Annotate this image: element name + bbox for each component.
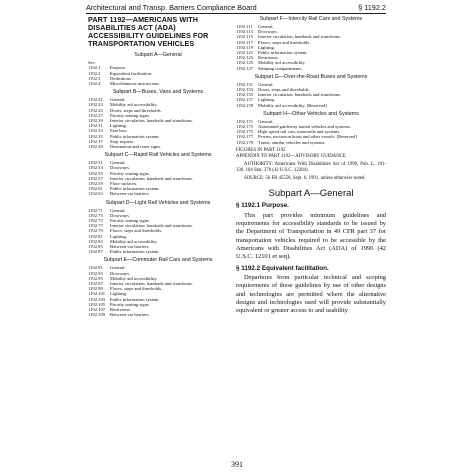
section-number: 1192.31	[88, 123, 103, 129]
subpart-d-heading: Subpart D—Light Rail Vehicles and Systems	[105, 199, 211, 206]
toc-list	[236, 82, 386, 108]
section-title: Definitions.	[110, 75, 132, 81]
subpart-f-heading: Subpart F—Intercity Rail Cars and Systems	[259, 16, 363, 22]
right-column	[236, 16, 386, 316]
section-number: 1192.83	[88, 238, 103, 244]
section-title: Restrooms.	[110, 307, 131, 313]
figures-line: FIGURES IN PART 1192	[236, 147, 286, 153]
subpart-g-heading: Subpart G—Over-the-Road Buses and Systems	[254, 73, 368, 80]
toc-list	[88, 97, 228, 149]
section-title: Trams, similar vehicles and systems.	[258, 139, 326, 145]
section-number: 1192.35	[88, 133, 103, 139]
toc-entry	[88, 312, 228, 317]
section-number: 1192.123	[236, 55, 254, 61]
section-title: Interior circulation, handrails and stanchions.	[110, 281, 194, 286]
section-number: 1192.21	[88, 97, 103, 103]
section-title: High-speed rail cars, monorails and systems.	[258, 129, 341, 135]
section-title: Destination and route signs.	[110, 143, 162, 149]
subpart-a-heading: Subpart A—General	[134, 52, 182, 58]
page-number: 391	[231, 460, 243, 469]
section-title: Lighting.	[110, 233, 127, 239]
section-number: 1192.109	[88, 312, 106, 318]
section-number: 1192.79	[88, 228, 103, 234]
section-number: 1192.85	[88, 243, 103, 249]
section-title: Priority seating signs.	[110, 112, 150, 118]
toc-entry	[236, 140, 386, 145]
section-number: 1192.99	[88, 286, 103, 292]
section-title: Mobility aid accessibility.	[110, 102, 158, 108]
section-number: 1192.93	[88, 270, 103, 276]
section-title: Between-car barriers.	[110, 243, 150, 249]
section-number: 1192.115	[236, 34, 253, 40]
section-number: 1192.151	[236, 81, 254, 87]
section-title: Priority seating signs.	[110, 170, 150, 176]
section-title: Mobility aid accessibility. [Reserved]	[258, 102, 327, 108]
section-number: 1192.175	[236, 129, 254, 135]
subpart-a-title: Subpart A—General	[268, 188, 354, 200]
section-number: 1192.121	[236, 50, 254, 56]
section-purpose-heading: § 1192.1 Purpose.	[236, 202, 289, 210]
section-number: 1192.77	[88, 223, 103, 229]
section-number: 1192.159	[236, 102, 254, 108]
section-title: Doorways.	[110, 270, 131, 276]
section-title: Mobility aid accessibility.	[110, 238, 158, 244]
section-title: Floors, steps and thresholds.	[110, 286, 163, 292]
section-title: General.	[110, 265, 126, 271]
figures-note	[236, 148, 386, 160]
section-title: Between-car barriers.	[110, 191, 150, 197]
toc-entry	[88, 81, 228, 86]
section-title: Between-car barriers.	[110, 312, 150, 318]
section-title: Restrooms.	[258, 55, 279, 61]
section-title: General.	[110, 160, 126, 166]
running-head-right: § 1192.2	[358, 3, 386, 12]
section-title: Interior circulation, handrails and stanchions.	[110, 223, 194, 229]
section-number: 1192.25	[88, 107, 103, 113]
section-number: 1192.29	[88, 117, 103, 123]
section-number: 1192.75	[88, 217, 103, 223]
section-number: 1192.33	[88, 128, 103, 134]
section-number: 1192.59	[88, 180, 103, 186]
section-number: 1192.61	[88, 186, 103, 192]
section-number: 1192.39	[88, 143, 103, 149]
left-column	[88, 16, 228, 317]
section-title: Public information system.	[110, 249, 160, 255]
section-number: 1192.53	[88, 165, 103, 171]
section-title: Lighting.	[258, 44, 275, 50]
section-number: 1192.105	[88, 301, 106, 307]
section-number: 1192.157	[236, 97, 254, 103]
section-number: 1192.179	[236, 139, 254, 145]
section-number: 1192.177	[236, 134, 254, 140]
section-title: Interior circulation, handrails and stanchions.	[258, 34, 342, 40]
section-number: 1192.111	[236, 24, 253, 29]
section-number: 1192.1	[88, 65, 101, 71]
subpart-c-heading: Subpart C—Rapid Rail Vehicles and Systems	[104, 152, 212, 159]
toc-list	[88, 265, 228, 317]
toc-entry	[88, 191, 228, 196]
section-title: Priority seating signs.	[110, 217, 150, 223]
section-number: 1192.91	[88, 265, 103, 271]
toc-list	[236, 119, 386, 145]
authority-note: AUTHORITY: Americans With Disabilities Act of 1990, Pub. L. 101-336, 104 Stat. 378 (42 U.S.C. 12204).	[236, 162, 386, 174]
section-title: General.	[258, 81, 274, 87]
subpart-h-heading: Subpart H—Other Vehicles and Systems	[263, 110, 359, 117]
section-title: General.	[110, 97, 126, 103]
section-number: 1192.117	[236, 39, 253, 45]
sec-label: Sec.	[88, 60, 96, 65]
section-title: General.	[258, 118, 274, 124]
section-title: Lighting.	[258, 97, 275, 103]
section-number: 1192.63	[88, 191, 103, 197]
subpart-e-heading: Subpart E—Commuter Rail Cars and Systems	[103, 257, 213, 264]
section-title: Lighting.	[110, 291, 127, 297]
toc-list	[236, 24, 386, 71]
section-number: 1192.3	[88, 75, 101, 81]
section-title: Doors, steps and thresholds.	[110, 107, 162, 113]
section-title: Public information system.	[110, 296, 160, 302]
section-number: 1192.103	[88, 296, 106, 302]
section-title: Equivalent facilitation.	[110, 70, 153, 76]
section-title: Miscellaneous instructions.	[110, 80, 161, 86]
section-title: Lighting.	[110, 123, 127, 129]
section-title: Doorways.	[110, 212, 131, 218]
running-head	[86, 3, 386, 14]
section-title: Mobility aid accessibility.	[110, 275, 158, 281]
section-equivalent-heading: § 1192.2 Equivalent facilitation.	[236, 264, 329, 272]
section-title: Purpose.	[110, 65, 126, 71]
section-title: Fare box.	[110, 128, 128, 134]
section-title: Public information system.	[110, 186, 160, 192]
toc-list	[88, 208, 228, 255]
section-number: 1192.107	[88, 307, 106, 313]
section-title: Sleeping compartments.	[258, 65, 303, 71]
subpart-b-heading: Subpart B—Buses, Vans and Systems	[112, 89, 204, 96]
toc-entry	[236, 66, 386, 71]
source-note: SOURCE: 56 FR 45558, Sept. 6, 1991, unless otherwise noted.	[244, 175, 366, 181]
section-title: Priority seating signs.	[110, 301, 150, 307]
section-number: 1192.119	[236, 44, 253, 50]
section-purpose-text: This part provides minimum guidelines and requirements for accessibility standards to be issued by the Department of Transportation in 49 CFR part 37 for transportation vehicles required to be accessible by the Americans with Disabilities Act (ADA) of 1990 (42 U.S.C. 12101 et seq).	[236, 211, 386, 261]
section-number: 1192.73	[88, 212, 103, 218]
section-title: Automated guideway transit vehicles and systems.	[258, 124, 351, 130]
section-number: 1192.155	[236, 92, 254, 98]
section-title: Floors, steps and thresholds.	[110, 228, 163, 234]
section-title: General.	[258, 24, 274, 29]
section-number: 1192.153	[236, 87, 254, 93]
section-number: 1192.171	[236, 118, 254, 124]
section-number: 1192.127	[236, 65, 254, 71]
section-number: 1192.27	[88, 112, 103, 118]
section-equivalent-text: Departures from particular technical and scoping requirements of these guidelines by use of other designs and technologies are permitted where the alternative designs and technologies used will provide substantially equivalent or greater access to and usability	[236, 274, 386, 315]
toc-entry	[88, 249, 228, 254]
section-title: General.	[110, 207, 126, 213]
section-number: 1192.101	[88, 291, 106, 297]
section-number: 1192.125	[236, 60, 254, 66]
appendix-line: APPENDIX TO PART 1192—ADVISORY GUIDANCE	[236, 153, 346, 159]
section-title: Interior circulation, handrails and stanchions.	[258, 92, 342, 98]
section-number: 1192.55	[88, 170, 103, 176]
section-number: 1192.57	[88, 175, 103, 181]
toc-list	[88, 160, 228, 196]
section-title: Interior circulation, handrails and stanchions.	[110, 175, 194, 181]
part-title: PART 1192—AMERICANS WITH DISABILITIES ACT (ADA) ACCESSIBILITY GUIDELINES FOR TRANSPORTATION VEHICLES	[88, 15, 209, 48]
section-number: 1192.81	[88, 233, 103, 239]
section-number: 1192.97	[88, 281, 103, 286]
section-title: Floors, steps and thresholds.	[258, 39, 311, 45]
section-title: Doorways.	[110, 165, 131, 171]
section-title: Public information system.	[258, 50, 308, 56]
running-head-left: Architectural and Transp. Barriers Compliance Board	[86, 3, 257, 12]
section-number: 1192.173	[236, 124, 254, 130]
section-title: Stop request.	[110, 138, 134, 144]
section-number: 1192.87	[88, 249, 103, 255]
section-number: 1192.37	[88, 138, 103, 144]
section-number: 1192.71	[88, 207, 103, 213]
section-number: 1192.4	[88, 80, 101, 86]
section-title: Floor surfaces.	[110, 180, 138, 186]
section-number: 1192.113	[236, 29, 253, 35]
section-title: Doorways.	[258, 29, 279, 35]
section-title: Ferries, excursion boats and other vessels. [Reserved]	[258, 134, 357, 140]
section-title: Mobility aid accessibility.	[258, 60, 306, 66]
section-number: 1192.2	[88, 70, 101, 76]
section-title: Interior circulation, handrails and stanchions.	[110, 117, 194, 123]
section-number: 1192.51	[88, 160, 103, 166]
section-title: Public information system.	[110, 133, 160, 139]
toc-entry	[236, 103, 386, 108]
section-title: Doors, steps and thresholds.	[258, 87, 310, 93]
section-number: 1192.95	[88, 275, 103, 281]
toc-entry	[88, 144, 228, 149]
toc-list	[88, 65, 228, 86]
section-number: 1192.23	[88, 102, 103, 108]
